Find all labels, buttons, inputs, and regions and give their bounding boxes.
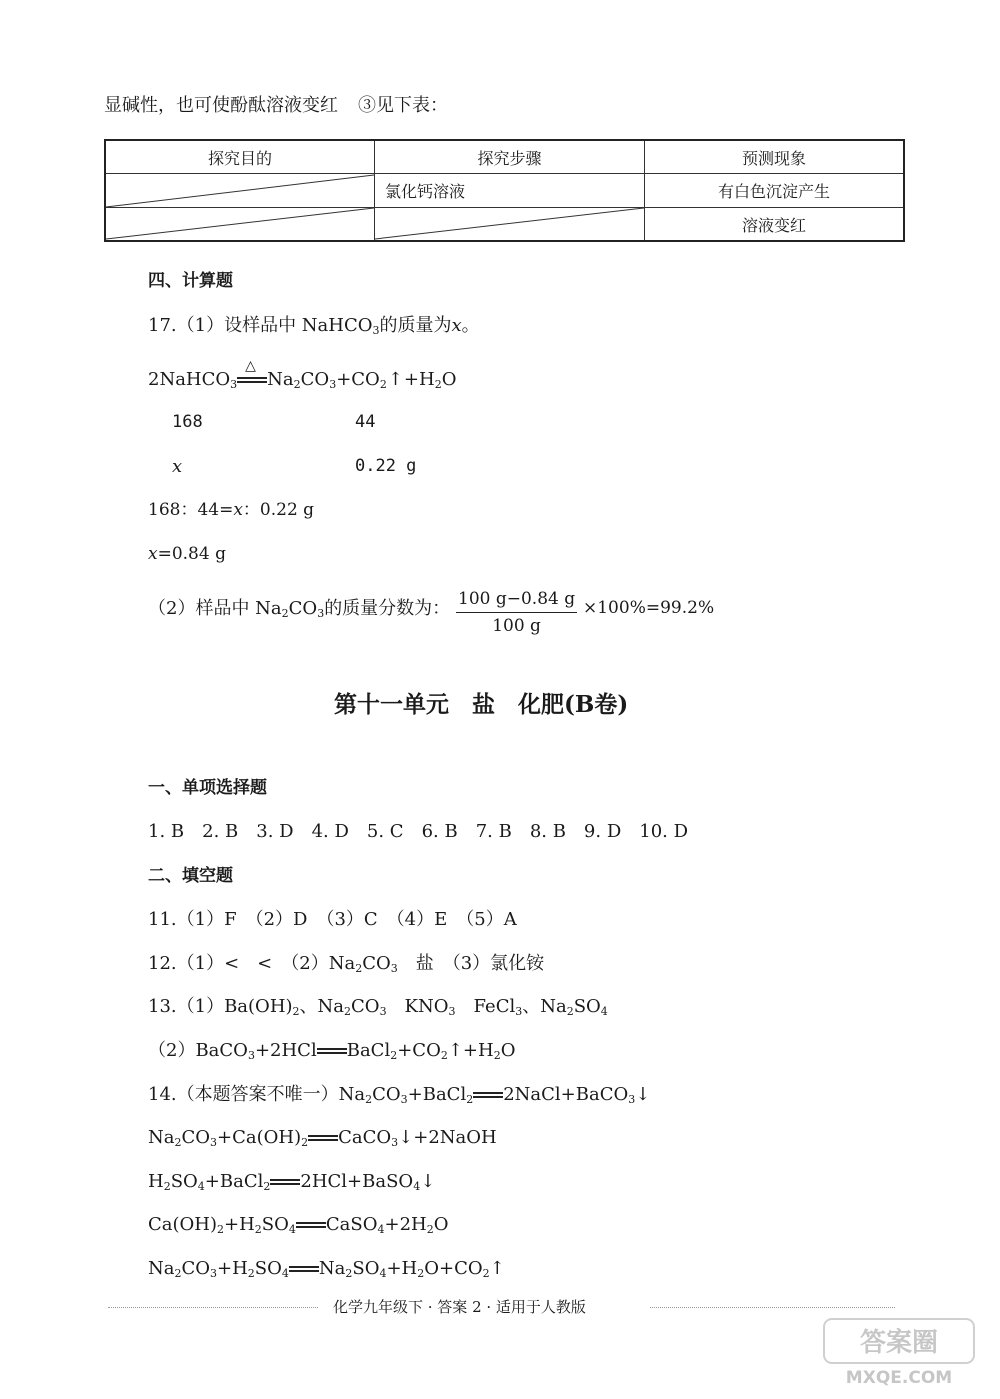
q14-line-1: 14.（本题答案不唯一）$Na_2CO_3+BaCl_2$ 2NaCl+BaCO$_3$↓ xyxy=(148,1084,651,1106)
q13-part-1: $13.(1)Ba(OH)_2$、$Na_2CO_3$ $KNO_3$ FeCl$_3$、$Na_2SO_4$ xyxy=(148,996,608,1018)
q17-ratio: 168：44=x：0.22 g xyxy=(148,500,315,520)
q17-mass-1: 168 xyxy=(172,412,203,432)
q17-mass-2: 44 xyxy=(355,412,376,432)
q11: 11.（1）F （2）D （3）C （4）E （5）A xyxy=(148,909,517,930)
q14-line-2: $Na_2CO_3+Ca(OH)_2$ CaCO$_3$↓+2NaOH xyxy=(148,1127,497,1149)
up-arrow-icon: ↑ xyxy=(387,369,403,390)
cell-step-1: 氯化钙溶液 xyxy=(385,182,466,201)
q14-line-4: $Ca(OH)_2+H_2SO_4$ $CaSO_4+2H_2O$ xyxy=(148,1214,449,1236)
footer-text: 化学九年级下 · 答案 2 · 适用于人教版 xyxy=(333,1298,586,1316)
q13-part-2: （2）BaCO$_3$+2HCl $BaCl_2+CO_2↑+H_2O$ xyxy=(148,1040,516,1062)
down-arrow-icon: ↓ xyxy=(635,1084,651,1105)
q14-line-3: $H_2SO_4+BaCl_2$ 2HCl+BaSO$_4$↓ xyxy=(148,1171,436,1193)
q17-intro: 17.（1）设样品中 NaHCO$_3$的质量为x。 xyxy=(148,315,480,337)
cell-phenomenon-1: 有白色沉淀产生 xyxy=(717,182,830,201)
section-4-title: 四、计算题 xyxy=(148,271,233,291)
heat-equals-sign: △ xyxy=(237,375,267,385)
cell-phenomenon-2: 溶液变红 xyxy=(741,215,806,235)
svg-text:MXQE.COM: MXQE.COM xyxy=(845,1368,953,1388)
diagonal-strikes xyxy=(106,173,374,240)
section-2-title: 二、填空题 xyxy=(148,866,233,886)
footer-rule-right xyxy=(650,1307,895,1308)
header-phenomenon: 预测现象 xyxy=(741,148,806,168)
watermark-logo xyxy=(822,1313,982,1393)
svg-text:答案圈: 答案圈 xyxy=(859,1328,939,1358)
header-steps: 探究步骤 xyxy=(477,148,542,168)
q17-var-1: x xyxy=(172,456,183,477)
top-line: 显碱性，也可使酚酞溶液变红 ③见下表： xyxy=(104,95,448,116)
header-purpose: 探究目的 xyxy=(207,148,272,168)
experiment-table xyxy=(104,139,905,242)
q17-var-2: 0.22 g xyxy=(355,456,417,476)
q17-result: x=0.84 g xyxy=(148,544,226,564)
diagonal-strike-step xyxy=(375,207,644,240)
q12: 12.（1）< < $(2)Na_2CO_3$ 盐 （3）氯化铵 xyxy=(148,953,545,975)
footer-rule-left xyxy=(108,1307,318,1308)
section-1-answers: 1. B 2. B 3. D 4. D 5. C 6. B 7. B 8. B 9. D 10. D xyxy=(148,821,689,842)
fraction: $\frac{100 g-0.84 g}{100 g}$ xyxy=(458,589,576,636)
section-1-title: 一、单项选择题 xyxy=(148,778,267,798)
q14-line-5: $Na_2CO_3+H_2SO_4$ $Na_2SO_4+H_2O+CO_2↑$ xyxy=(148,1258,505,1280)
q17-equation: 2NaHCO$_3$ △ $Na_2CO_3+CO_2↑+H_2O$ xyxy=(148,358,457,391)
q17-part-2: （2）样品中 $Na_2CO_3$的质量分数为： xyxy=(148,598,451,620)
q17-part-2-end: ×100%=99.2% xyxy=(583,598,715,618)
unit-title: 第十一单元 盐 化肥(B卷) xyxy=(334,691,629,718)
